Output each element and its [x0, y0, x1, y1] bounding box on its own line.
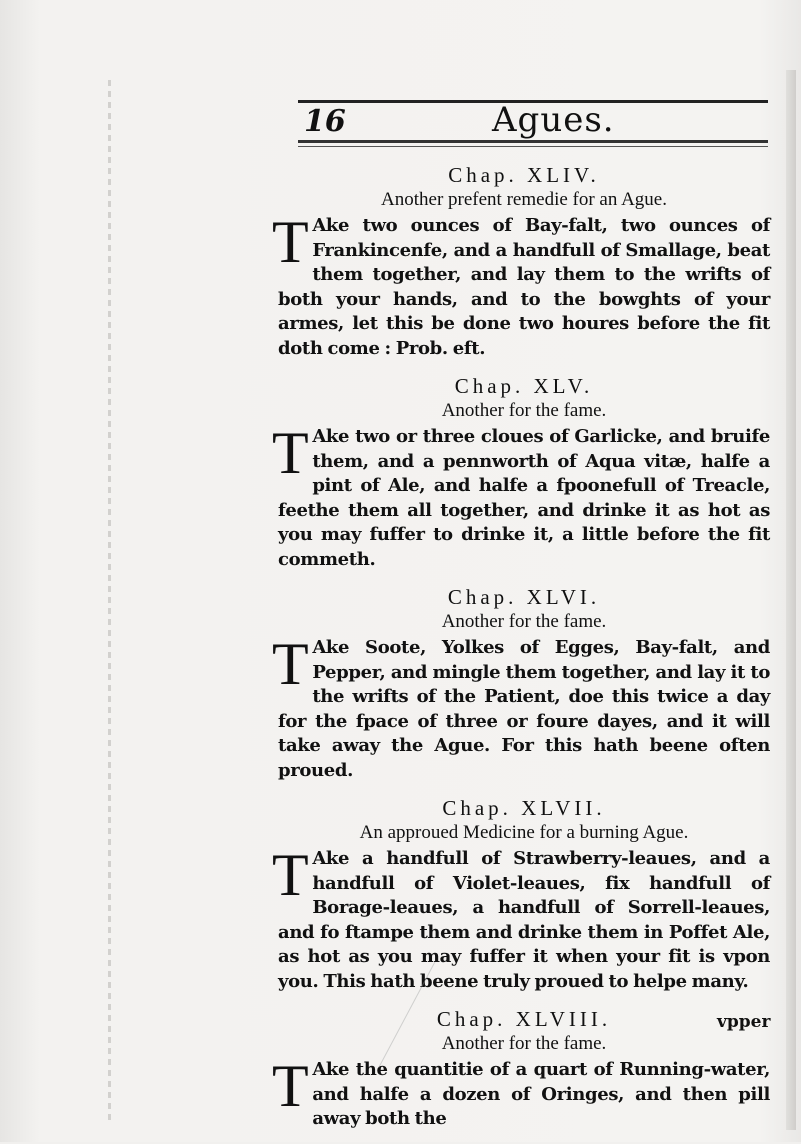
chapter-heading: Chap. XLVIII. — [436, 1007, 612, 1031]
recipe-body: Ake a handfull of Strawberry-leaues, and a handfull of Violet-leaues, fix handfull of Borage-leaues, a handfull of Sorrell-leaues, and fo ftampe them and drinke them in Poffet Ale, as hot as you may fuffer it when your fit is vpon you. This hath beene truly proued to helpe many. — [278, 848, 770, 992]
drop-cap: T — [272, 842, 309, 908]
section-chap-44 — [272, 162, 770, 361]
page-content — [272, 162, 770, 1144]
chapter-heading: Chap. XLV. — [454, 374, 594, 398]
chapter-heading: Chap. XLVI. — [447, 585, 601, 609]
recipe-body: Ake Soote, Yolkes of Egges, Bay-falt, and Pepper, and mingle them together, and lay it to the wrifts of the Patient, doe this twice a day for the fpace of three or foure dayes, and it will take away the Ague. For this hath beene often proued. — [278, 637, 770, 781]
catchword: vpper — [717, 1012, 771, 1032]
drop-cap: T — [272, 209, 309, 275]
recipe-body: Ake two or three cloues of Garlicke, and bruife them, and a pennworth of Aqua vitæ, halfe a pint of Ale, and halfe a fpoonefull of Treacle, feethe them all together, and drinke it as hot as you may fuffer to drinke it, a little before the fit commeth. — [278, 426, 770, 570]
recipe-text — [272, 420, 770, 572]
drop-cap: T — [272, 420, 309, 486]
page-number: 16 — [304, 104, 346, 139]
chapter-heading: Chap. XLIV. — [448, 163, 600, 187]
section-chap-46 — [272, 584, 770, 783]
drop-cap: T — [272, 631, 309, 697]
recipe-subheading: Another for the fame. — [441, 611, 607, 632]
section-chap-48 — [272, 1006, 770, 1132]
page-edge — [786, 70, 796, 1130]
recipe-subheading: Another for the fame. — [441, 400, 607, 421]
binding-edge — [108, 80, 111, 1120]
recipe-text — [272, 1053, 770, 1132]
recipe-text — [272, 631, 770, 783]
header-bottom-rule — [298, 140, 768, 143]
recipe-subheading: An approued Medicine for a burning Ague. — [359, 822, 689, 843]
recipe-text — [272, 842, 770, 994]
recipe-body: Ake two ounces of Bay-falt, two ounces of Frankincenfe, and a handfull of Smallage, beat them together, and lay them to the wrifts of both your hands, and to the bowghts of your armes, let this be done two houres before the fit doth come : Prob. eft. — [278, 215, 770, 359]
header-bottom-rule-thin — [298, 146, 768, 147]
recipe-subheading: Another prefent remedie for an Ague. — [381, 189, 667, 210]
drop-cap: T — [272, 1053, 309, 1119]
recipe-body: Ake the quantitie of a quart of Running-water, and halfe a dozen of Oringes, and then pill away both the — [312, 1059, 770, 1129]
chapter-heading: Chap. XLVII. — [442, 796, 606, 820]
section-chap-45 — [272, 373, 770, 572]
recipe-subheading: Another for the fame. — [441, 1033, 607, 1054]
recipe-text — [272, 209, 770, 361]
running-title: Agues. — [492, 100, 615, 140]
section-chap-47 — [272, 795, 770, 994]
